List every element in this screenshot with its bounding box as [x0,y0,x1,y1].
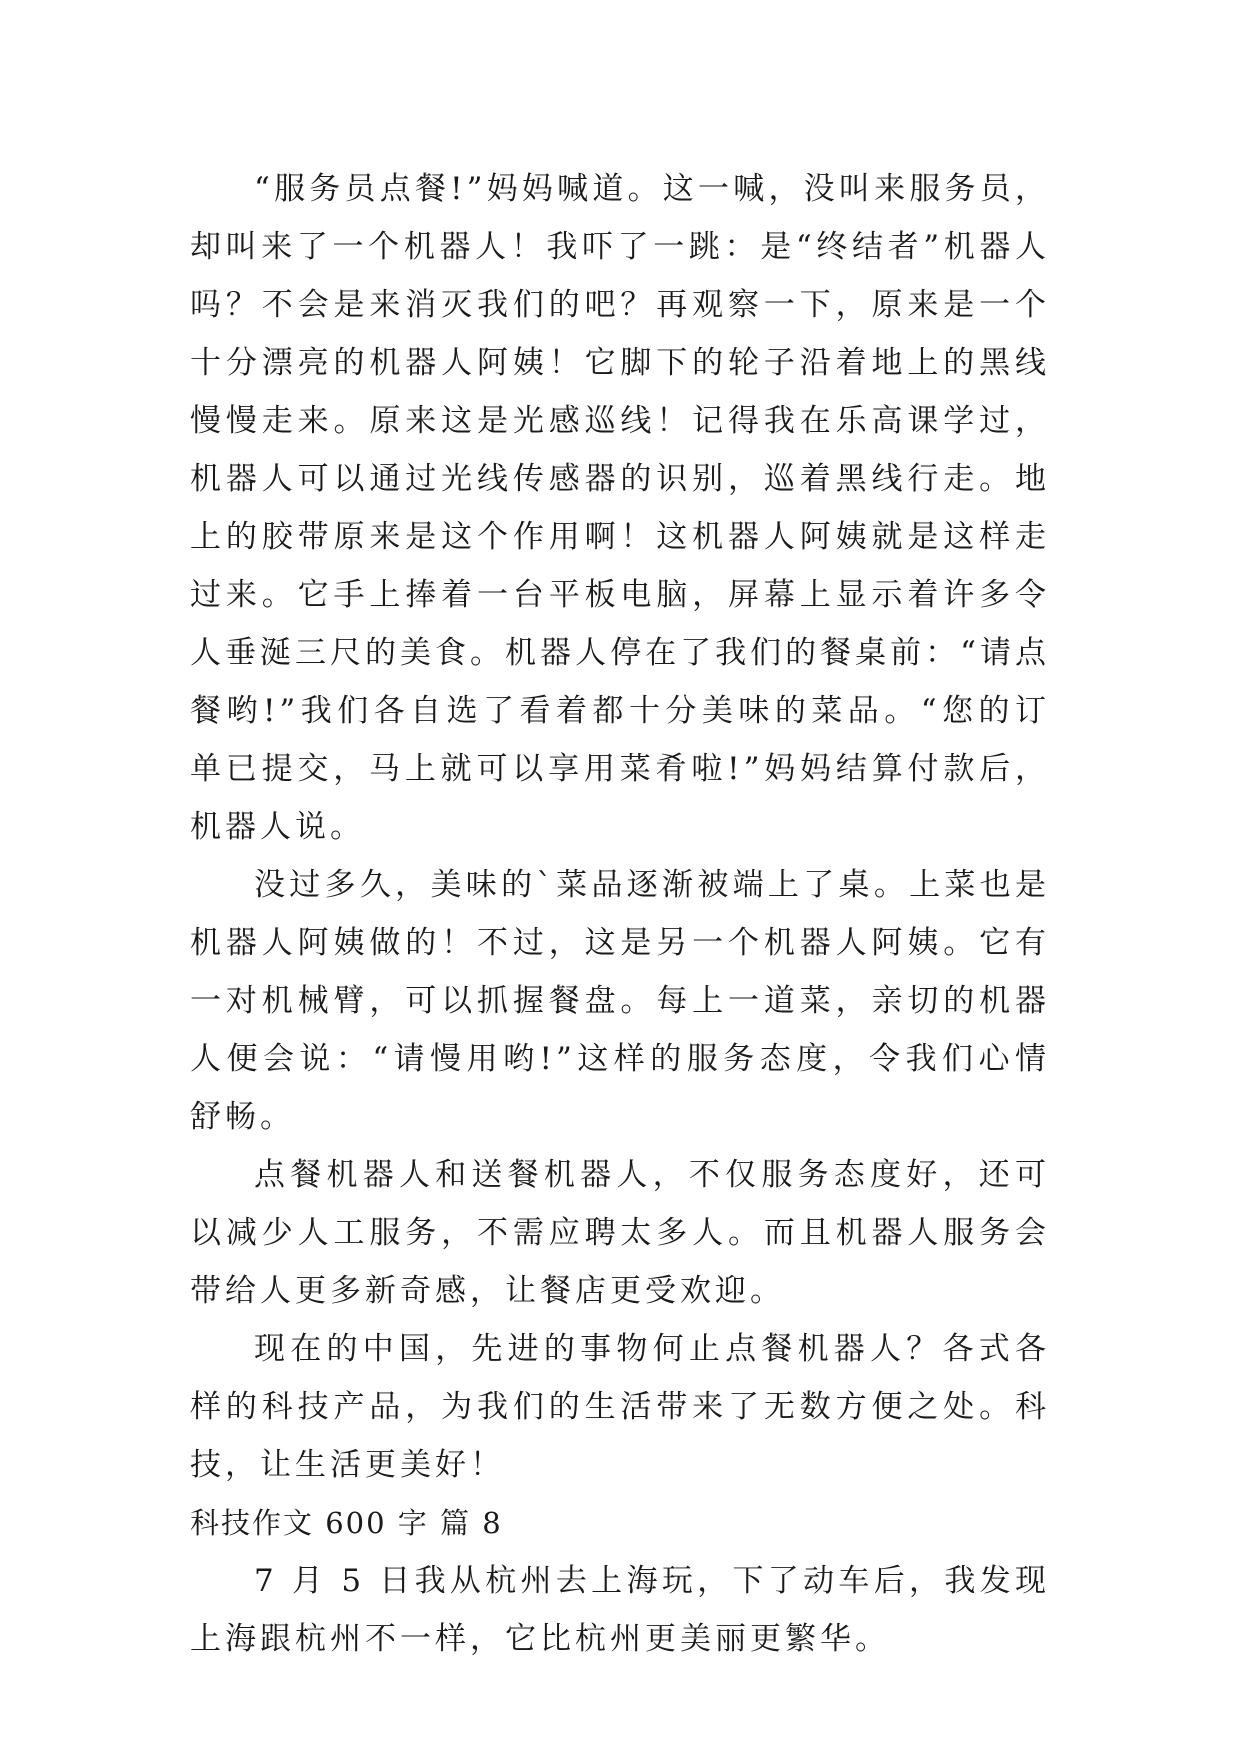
paragraph-shanghai-trip: 7 月 5 日我从杭州去上海玩，下了动车后，我发现上海跟杭州不一样，它比杭州更美丽更繁华。 [190,1563,1050,1657]
paragraph-robot-waiter: “服务员点餐!”妈妈喊道。这一喊，没叫来服务员，却叫来了一个机器人！我吓了一跳：是“终结者”机器人吗？不会是来消灭我们的吧？再观察一下，原来是一个十分漂亮的机器人阿姨！它脚下的轮子沿着地上的黑线慢慢走来。原来这是光感巡线！记得我在乐高课学过，机器人可以通过光线传感器的识别，巡着黑线行走。地上的胶带原来是这个作用啊！这机器人阿姨就是这样走过来。它手上捧着一台平板电脑，屏幕上显示着许多令人垂涎三尺的美食。机器人停在了我们的餐桌前：“请点餐哟!”我们各自选了看着都十分美味的菜品。“您的订单已提交，马上就可以享用菜肴啦!”妈妈结算付款后，机器人说。 [190,171,1050,845]
section-heading: 科技作文 600 字 篇 8 [190,1506,503,1540]
document-body [190,160,1050,1668]
paragraph-serving-robot: 没过多久，美味的`菜品逐渐被端上了桌。上菜也是机器人阿姨做的！不过，这是另一个机器人阿姨。它有一对机械臂，可以抓握餐盘。每上一道菜，亲切的机器人便会说：“请慢用哟!”这样的服务态度，令我们心情舒畅。 [190,867,1050,1135]
paragraph-robot-benefits: 点餐机器人和送餐机器人，不仅服务态度好，还可以减少人工服务，不需应聘太多人。而且机器人服务会带给人更多新奇感，让餐店更受欢迎。 [190,1157,1050,1309]
paragraph-conclusion: 现在的中国，先进的事物何止点餐机器人？各式各样的科技产品，为我们的生活带来了无数方便之处。科技，让生活更美好！ [190,1331,1050,1483]
